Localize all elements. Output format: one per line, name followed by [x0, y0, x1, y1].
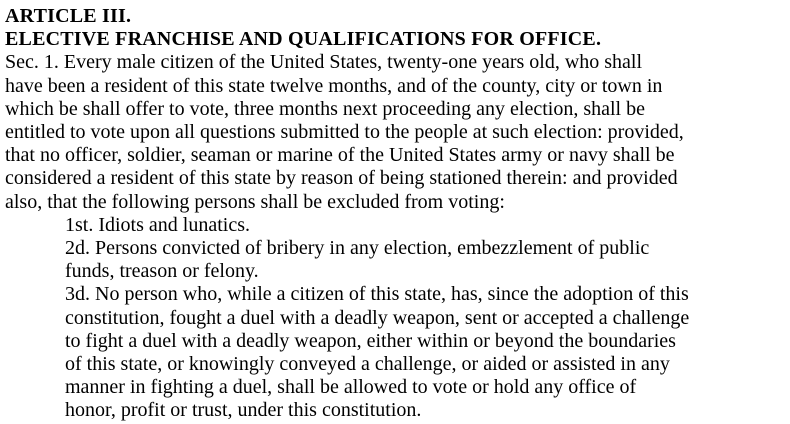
excluded-persons-list	[5, 214, 790, 423]
list-line: manner in fighting a duel, shall be allowed to vote or hold any office of	[65, 376, 637, 399]
body-line: that no officer, soldier, seaman or marine of the United States army or navy shall be	[5, 144, 675, 167]
list-line: funds, treason or felony.	[65, 260, 259, 283]
list-line: of this state, or knowingly conveyed a challenge, or aided or assisted in any	[65, 353, 670, 376]
article-heading	[5, 5, 790, 51]
body-line: entitled to vote upon all questions submitted to the people at such election: provided,	[5, 121, 684, 144]
body-line: Sec. 1. Every male citizen of the United States, twenty-one years old, who shall	[5, 51, 643, 74]
list-line: honor, profit or trust, under this constitution.	[65, 399, 422, 422]
body-line: considered a resident of this state by reason of being stationed therein: and provided	[5, 167, 678, 190]
list-line: 1st. Idiots and lunatics.	[65, 213, 250, 236]
list-line: to fight a duel with a deadly weapon, either within or beyond the boundaries	[65, 329, 676, 352]
heading-line: ELECTIVE FRANCHISE AND QUALIFICATIONS FOR OFFICE.	[5, 28, 602, 51]
body-line: have been a resident of this state twelve months, and of the county, city or town in	[5, 74, 663, 97]
body-line: also, that the following persons shall be excluded from voting:	[5, 190, 505, 213]
list-line: constitution, fought a duel with a deadly weapon, sent or accepted a challenge	[65, 306, 690, 329]
list-line: 3d. No person who, while a citizen of this state, has, since the adoption of this	[65, 283, 689, 306]
list-line: 2d. Persons convicted of bribery in any election, embezzlement of public	[65, 237, 650, 260]
heading-line: ARTICLE III.	[5, 5, 132, 27]
section-1-paragraph	[5, 51, 790, 213]
body-line: which be shall offer to vote, three months next proceeding any election, shall be	[5, 97, 645, 120]
